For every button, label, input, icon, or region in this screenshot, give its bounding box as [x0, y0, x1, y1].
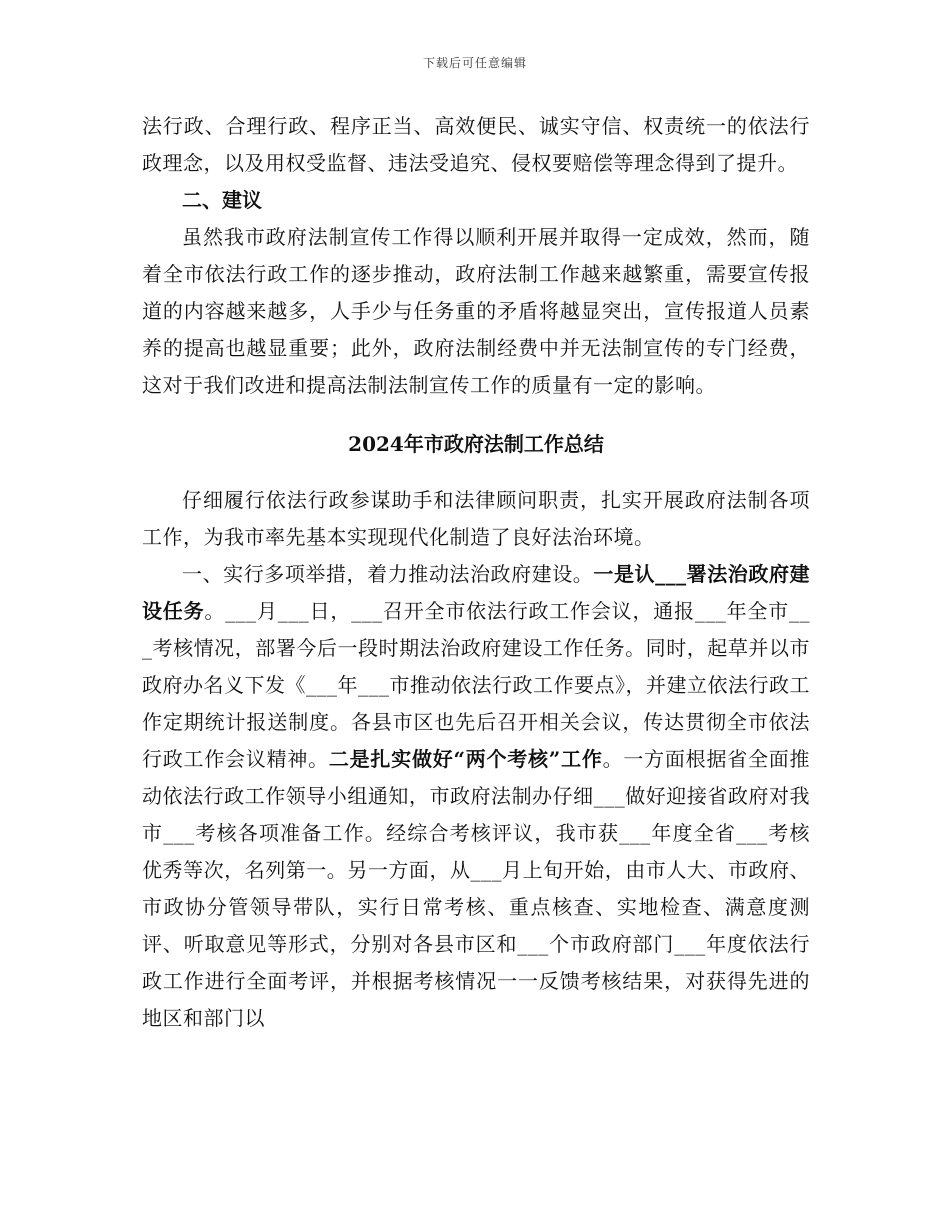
- paragraph-intro-continuation: 法行政、合理行政、程序正当、高效便民、诚实守信、权责统一的依法行政理念，以及用权受监督、违法受追究、侵权要赔偿等理念得到了提升。: [142, 114, 810, 175]
- paragraph-measures: [142, 556, 810, 1037]
- paragraph-summary-intro: 仔细履行依法行政参谋助手和法律顾问职责，扎实开展政府法制各项工作，为我市率先基本实现现代化制造了良好法治环境。: [142, 488, 810, 549]
- page-header: 下载后可任意编辑: [422, 56, 527, 70]
- section-heading-suggestions: 二、建议: [182, 188, 262, 212]
- document-body: [142, 108, 810, 1037]
- paragraph-suggestions: 虽然我市政府法制宣传工作得以顺利开展并取得一定成效，然而，随着全市依法行政工作的逐步推动，政府法制工作越来越繁重，需要宣传报道的内容越来越多，人手少与任务重的矛盾将越显突出，宣传报道人员素养的提高也越显重要；此外，政府法制经费中并无法制宣传的专门经费，这对于我们改进和提高法制法制宣传工作的质量有一定的影响。: [142, 225, 810, 397]
- measure-one-bold: 一是认___署法治政府建设任务: [142, 562, 811, 623]
- document-title: 2024年市政府法制工作总结: [348, 432, 604, 456]
- measure-two-text: 。一方面根据省全面推动依法行政工作领导小组通知，市政府法制办仔细___做好迎接省政府对我市___考核各项准备工作。经综合考核评议，我市获___年度全省___考核优秀等次，名列第一。另一方面，从___月上旬开始，由市人大、市政府、市政协分管领导带队，实行日常考核、重点核查、实地检查、满意度测评、听取意见等形式，分别对各县市区和___个市政府部门___年度依法行政工作进行全面考评，并根据考核情况一一反馈考核结果，对获得先进的地区和部门以: [142, 747, 811, 1030]
- measure-two-bold: 二是扎实做好“两个考核”工作: [328, 747, 603, 771]
- measure-one-text: 。___月___日，___召开全市依法行政工作会议，通报___年全市___考核情况，部署今后一段时期法治政府建设工作任务。同时，起草并以市政府办名义下发《___年___市推动依法行政工作要点》，并建立依法行政工作定期统计报送制度。各县市区也先后召开相关会议，传达贯彻全市依法行政工作会议精神。: [142, 599, 811, 771]
- measures-lead-text: 一、实行多项举措，着力推动法治政府建设。: [182, 562, 594, 586]
